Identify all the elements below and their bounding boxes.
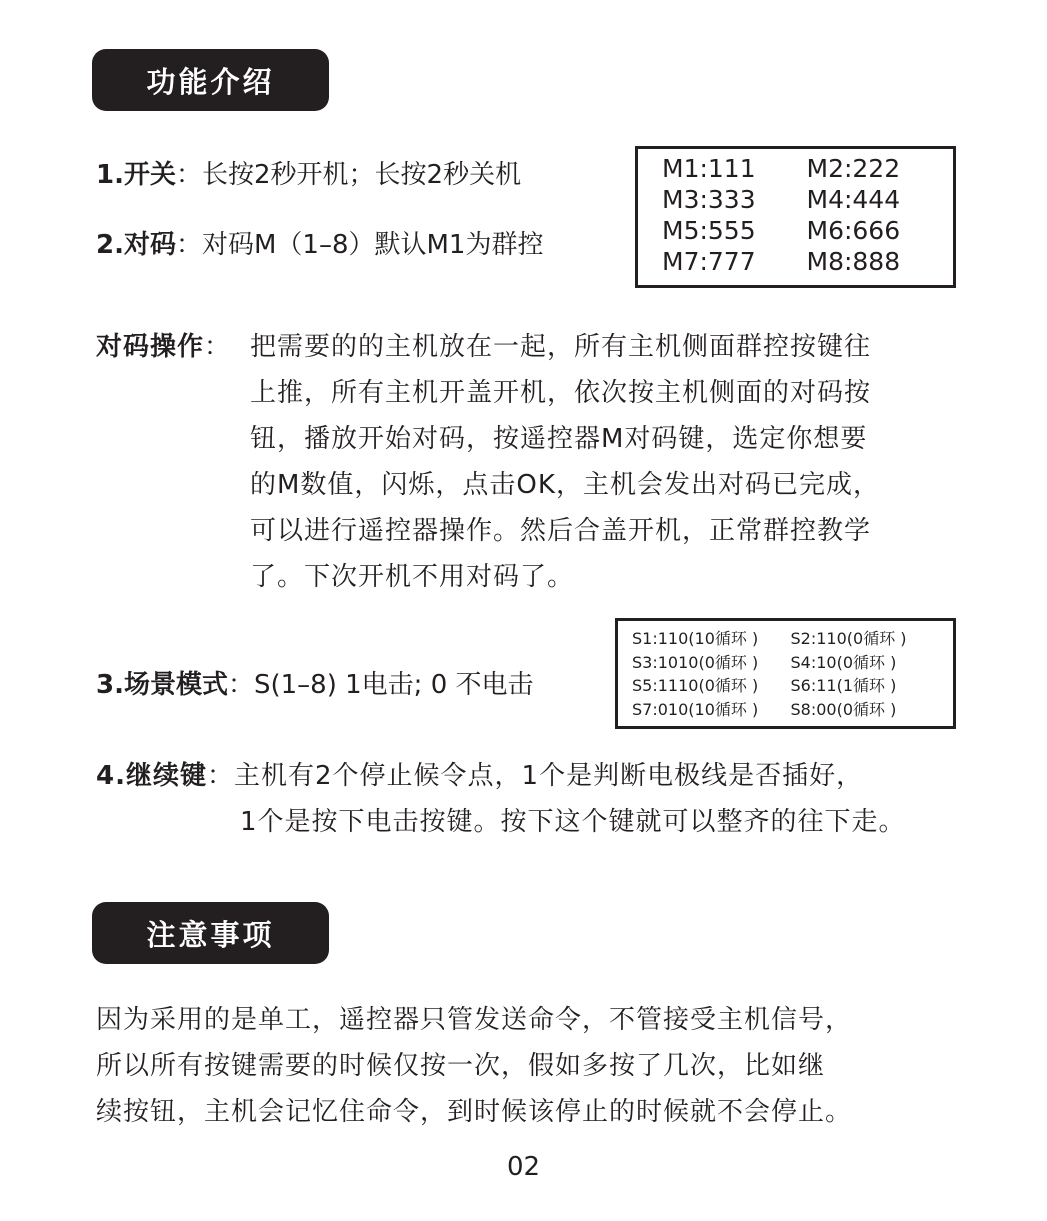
scene-code-cell: S8:00(0循环 ) xyxy=(790,699,897,719)
item-pairing xyxy=(96,228,543,262)
pairing-op-line: 上推，所有主机开盖开机，依次按主机侧面的对码按 xyxy=(250,378,872,408)
pairing-op-heading xyxy=(96,324,231,370)
pairing-op-line: 把需要的的主机放在一起，所有主机侧面群控按键往 xyxy=(250,332,872,362)
scene-code-cell: S3:1010(0循环 ) xyxy=(632,652,759,672)
item-scene-sep: ： xyxy=(227,670,254,700)
notes-line: 续按钮，主机会记忆住命令，到时候该停止的时候就不会停止。 xyxy=(96,1097,853,1127)
item-continue-line1: 主机有2个停止候令点，1个是判断电极线是否插好， xyxy=(233,761,864,791)
pairing-op-label: 对码操作 xyxy=(96,332,205,362)
m-code-cell: M1:111 xyxy=(662,154,756,183)
m-code-table xyxy=(635,146,956,288)
item-continue-label: 4.继续键 xyxy=(96,761,207,791)
scene-code-table xyxy=(615,618,956,729)
section-title-features: 功能介绍 xyxy=(92,49,329,111)
pairing-op-line: 钮，播放开始对码，按遥控器M对码键，选定你想要 xyxy=(250,424,868,454)
scene-code-cell: S6:11(1循环 ) xyxy=(790,676,897,695)
scene-code-cell: S4:10(0循环 ) xyxy=(790,652,897,672)
m-code-grid xyxy=(638,149,953,277)
item-continue-line2: 1个是按下电击按键。按下这个键就可以整齐的往下走。 xyxy=(240,807,906,837)
pairing-op-sep: ： xyxy=(204,332,232,362)
pairing-op-line: 的M数值，闪烁，点击OK，主机会发出对码已完成， xyxy=(250,470,880,500)
item-power-sep: ： xyxy=(175,160,202,190)
scene-code-grid xyxy=(618,621,953,721)
notes-text xyxy=(96,997,852,1135)
scene-code-cell: S1:110(10循环 ) xyxy=(632,629,759,648)
item-scene-mode xyxy=(96,668,534,702)
notes-line: 所以所有按键需要的时候仅按一次，假如多按了几次，比如继 xyxy=(96,1051,826,1081)
item-power-label: 1.开关 xyxy=(96,160,176,190)
notes-line: 因为采用的是单工，遥控器只管发送命令，不管接受主机信号， xyxy=(96,1005,853,1035)
m-code-cell: M7:777 xyxy=(662,247,756,276)
section-title-notes: 注意事项 xyxy=(92,902,329,964)
m-code-cell: M3:333 xyxy=(662,185,756,214)
m-code-cell: M2:222 xyxy=(806,154,901,183)
pairing-op-line: 了。下次开机不用对码了。 xyxy=(250,562,575,592)
item-pairing-label: 2.对码 xyxy=(96,230,176,260)
item-pairing-sep: ： xyxy=(175,230,202,260)
item-power xyxy=(96,158,521,192)
page-number: 02 xyxy=(506,1152,541,1182)
pairing-op-text xyxy=(250,324,880,600)
m-code-cell: M6:666 xyxy=(806,216,901,245)
item-continue xyxy=(96,753,863,799)
item-pairing-text: 对码M（1–8）默认M1为群控 xyxy=(201,230,544,260)
item-power-text: 长按2秒开机；长按2秒关机 xyxy=(201,160,522,190)
m-code-cell: M4:444 xyxy=(806,185,901,214)
pairing-op-line: 可以进行遥控器操作。然后合盖开机，正常群控教学 xyxy=(250,516,872,546)
item-scene-text: S(1–8) 1电击; 0 不电击 xyxy=(253,670,534,700)
scene-code-cell: S7:010(10循环 ) xyxy=(632,699,759,719)
item-continue-sep: ： xyxy=(206,761,234,791)
m-code-cell: M5:555 xyxy=(662,216,756,245)
item-scene-label: 3.场景模式 xyxy=(96,670,228,700)
m-code-cell: M8:888 xyxy=(806,247,901,276)
scene-code-cell: S2:110(0循环 ) xyxy=(790,629,907,648)
scene-code-cell: S5:1110(0循环 ) xyxy=(632,676,759,695)
